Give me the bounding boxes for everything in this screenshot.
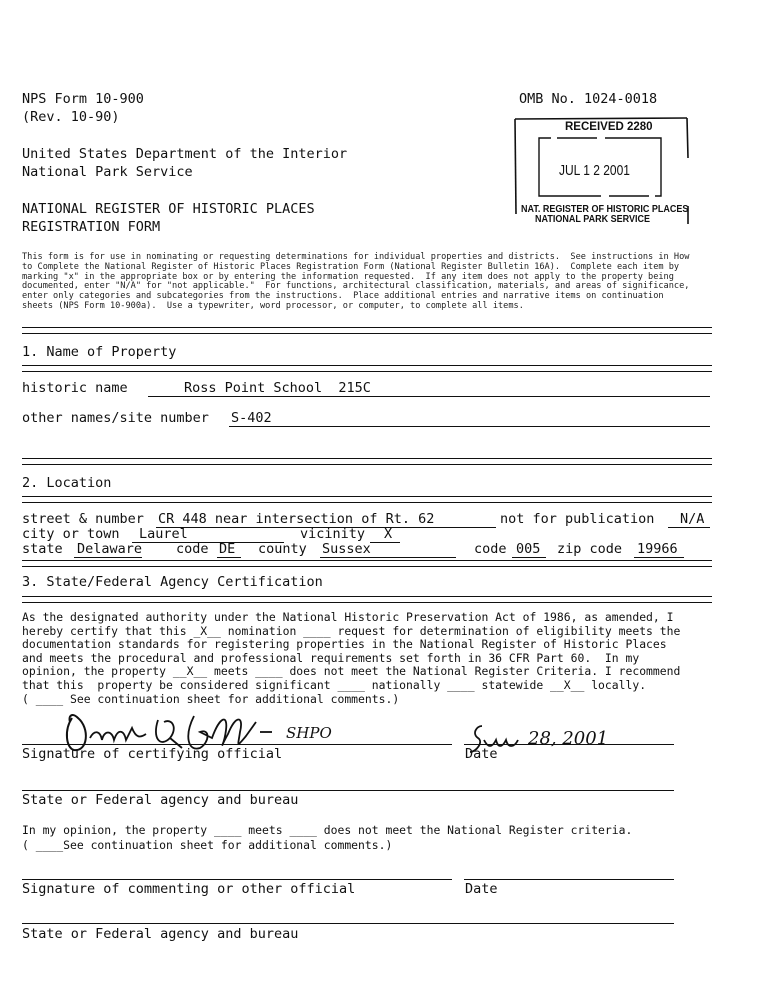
- city-value[interactable]: Laurel: [139, 526, 188, 542]
- certification-line: As the designated authority under the National Historic Preservation Act of 1986, as amended, I: [22, 610, 674, 624]
- form-number: NPS Form 10-900: [22, 91, 144, 107]
- signature-line: [22, 744, 452, 745]
- signature-shpo-text: SHPO: [286, 724, 332, 742]
- state-value[interactable]: Delaware: [77, 541, 143, 557]
- vicinity-value[interactable]: X: [384, 526, 393, 542]
- state-label: state: [22, 541, 63, 557]
- opinion-line-2: ( ____See continuation sheet for additional comments.): [22, 838, 393, 852]
- form-title-line-1: NATIONAL REGISTER OF HISTORIC PLACES: [22, 201, 315, 217]
- certification-paragraph: [22, 611, 680, 706]
- county-underline: [320, 557, 456, 558]
- section-divider: [22, 596, 712, 603]
- state-code-value[interactable]: DE: [219, 541, 236, 557]
- form-title-line-2: REGISTRATION FORM: [22, 219, 161, 235]
- section-divider: [22, 458, 712, 465]
- stamp-date: JUL 1 2 2001: [559, 162, 630, 179]
- zip-label: zip code: [557, 541, 623, 557]
- stamp-service-line: NATIONAL PARK SERVICE: [535, 214, 651, 225]
- historic-name-value[interactable]: Ross Point School 215C: [184, 380, 371, 396]
- section-divider: [22, 327, 712, 334]
- commenting-date-line: [464, 879, 674, 880]
- not-for-publication-underline: [668, 527, 710, 528]
- instructions-line: to Complete the National Register of Historic Places Registration Form (National Register Bulletin 16A). Complete each item by: [22, 261, 680, 272]
- county-value[interactable]: Sussex: [322, 541, 371, 557]
- other-names-value[interactable]: S-402: [231, 410, 272, 426]
- opinion-line-1: In my opinion, the property ____ meets ____ does not meet the National Register criteria.: [22, 823, 633, 837]
- section-2-heading: 2. Location: [22, 475, 112, 491]
- certification-line: documentation standards for registering properties in the National Register of Historic Places: [22, 637, 667, 652]
- date-line: [464, 744, 674, 745]
- date-handwriting-text: 28, 2001: [528, 728, 609, 749]
- signature-label: Signature of certifying official: [22, 746, 283, 762]
- agency-label: State or Federal agency and bureau: [22, 792, 299, 808]
- certification-line: that this property be considered significant ____ nationally ____ statewide __X__ locally.: [22, 677, 647, 692]
- instructions-line: marking "x" in the appropriate box or by entering the information requested. If any item does not apply to the property being: [22, 271, 674, 282]
- section-3-heading: 3. State/Federal Agency Certification: [22, 574, 323, 590]
- certification-line: opinion, the property __X__ meets ____ does not meet the National Register Criteria. I recommend: [22, 664, 681, 679]
- agency-line-2: [22, 923, 674, 924]
- vicinity-underline: [370, 542, 400, 543]
- section-divider: [22, 496, 712, 503]
- agency-line: [22, 790, 674, 791]
- county-label: county: [258, 541, 307, 557]
- street-label: street & number: [22, 511, 144, 527]
- vicinity-label: vicinity: [300, 526, 366, 542]
- other-names-label: other names/site number: [22, 410, 209, 426]
- state-underline: [74, 557, 142, 558]
- historic-name-label: historic name: [22, 380, 128, 396]
- form-revision: (Rev. 10-90): [22, 109, 120, 125]
- section-1-heading: 1. Name of Property: [22, 344, 177, 360]
- agency-label-2: State or Federal agency and bureau: [22, 926, 299, 942]
- date-label: Date: [465, 746, 498, 762]
- section-divider: [22, 560, 712, 567]
- zip-value[interactable]: 19966: [637, 541, 678, 557]
- instructions-line: enter only categories and subcategories from the instructions. Place additional entries and narrative items on continuation: [22, 291, 664, 302]
- stamp-received: RECEIVED 2280: [565, 121, 653, 133]
- instructions-line: This form is for use in nominating or requesting determinations for individual properties and districts. See instructions in How: [22, 252, 690, 262]
- other-names-underline: [229, 426, 710, 427]
- zip-underline: [634, 557, 684, 558]
- street-value[interactable]: CR 448 near intersection of Rt. 62: [158, 511, 435, 527]
- county-code-label: code: [474, 541, 507, 557]
- county-code-value[interactable]: 005: [516, 541, 541, 557]
- instructions-line: sheets (NPS Form 10-900a). Use a typewriter, word processor, or computer, to complete all items.: [22, 300, 524, 311]
- state-code-underline: [217, 557, 241, 558]
- certification-line: hereby certify that this _X__ nomination ____ request for determination of eligibility meets the: [22, 623, 681, 638]
- not-for-publication-label: not for publication: [500, 511, 655, 527]
- historic-name-underline: [148, 396, 710, 397]
- stamp-register-line: NAT. REGISTER OF HISTORIC PLACES: [521, 204, 689, 215]
- certification-line: ( ____ See continuation sheet for additional comments.): [22, 691, 400, 706]
- commenting-date-label: Date: [465, 881, 498, 897]
- commenting-signature-label: Signature of commenting or other official: [22, 881, 356, 897]
- county-code-underline: [512, 557, 546, 558]
- section-divider: [22, 365, 712, 372]
- not-for-publication-value[interactable]: N/A: [680, 511, 705, 527]
- certification-line: and meets the procedural and professional requirements set forth in 36 CFR Part 60. In my: [22, 650, 640, 665]
- city-label: city or town: [22, 526, 120, 542]
- department-name: United States Department of the Interior: [22, 146, 348, 162]
- received-stamp: [513, 116, 689, 226]
- state-code-label: code: [176, 541, 209, 557]
- commenting-signature-line: [22, 879, 452, 880]
- instructions-block: [22, 253, 750, 312]
- instructions-line: documented, enter "N/A" for "not applicable." For functions, architectural classification, materials, and areas of significance,: [22, 281, 690, 292]
- omb-number: OMB No. 1024-0018: [519, 91, 658, 107]
- service-name: National Park Service: [22, 164, 193, 180]
